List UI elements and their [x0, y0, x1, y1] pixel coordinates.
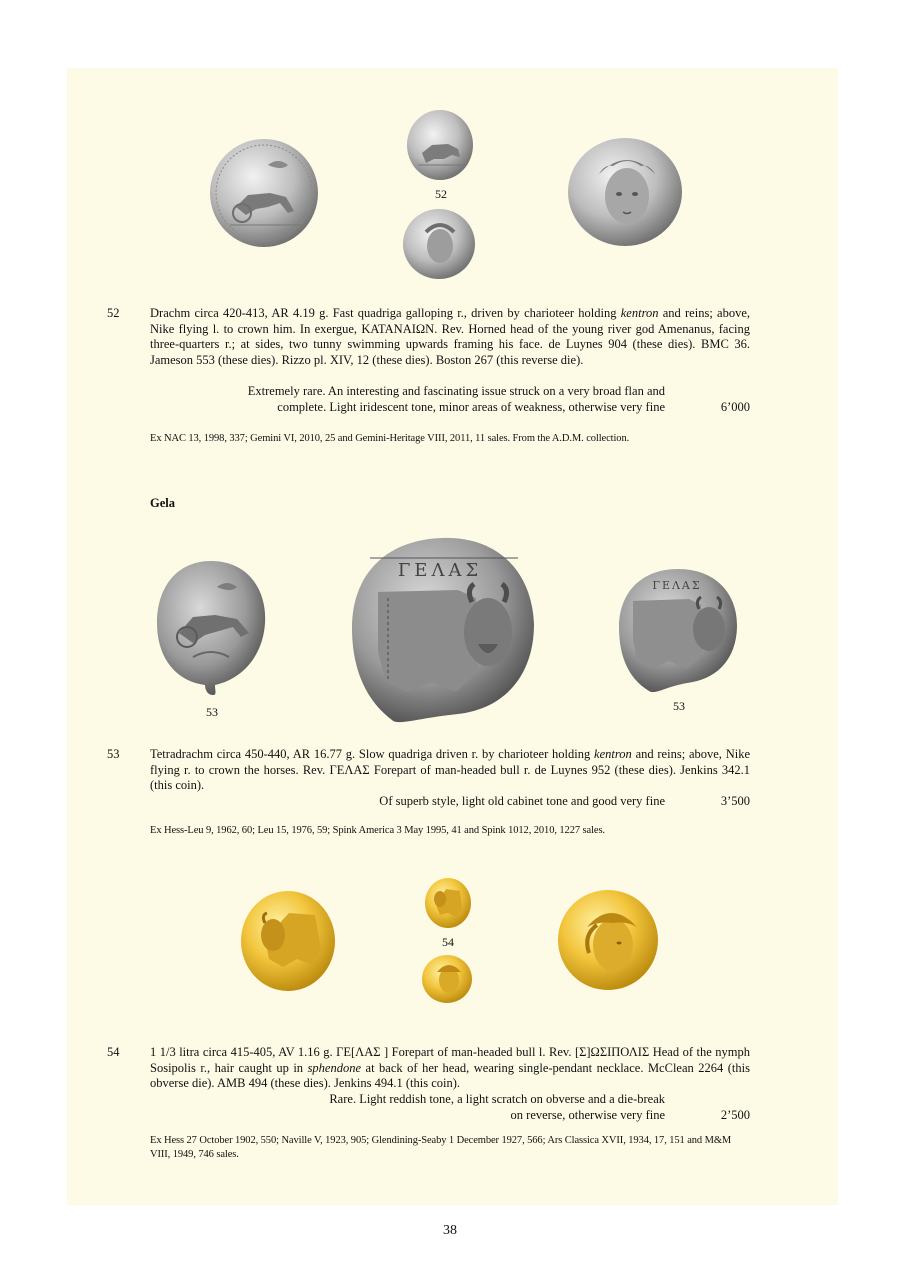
lot-52-provenance: Ex NAC 13, 1998, 337; Gemini VI, 2010, 25 and Gemini-Heritage VIII, 2011, 11 sales. From the A.D.M. collection. [150, 433, 630, 444]
lot-53-image-label-left: 53 [206, 705, 218, 719]
lot-53-number: 53 [107, 747, 120, 761]
lot-53-description [150, 747, 750, 794]
condition-line: Extremely rare. An interesting and fascinating issue struck on a very broad flan and [247, 384, 665, 398]
page-number: 38 [443, 1223, 457, 1238]
description-text-run: kentron [594, 747, 632, 761]
lot-52-number: 52 [107, 306, 120, 320]
coin-54-obverse [424, 877, 472, 929]
description-text-run: sphendone [307, 1060, 362, 1075]
lot-52-price: 6’000 [720, 400, 750, 414]
condition-line: Of superb style, light old cabinet tone and good very fine [379, 794, 665, 808]
description-text-run: and reins; above, Nike flying r. to crown the horses. Rev. ΓΕΛΑΣ Forepart of man-headed bull r. de Luynes 952 (these dies). Jenkins 342.1 (this coin). [150, 747, 751, 793]
description-text-run: kentron [620, 306, 659, 320]
coin-53-reverse-enlarged [348, 532, 536, 726]
description-text-run: at back of her head, wearing single-pendant necklace. McClean 2264 (this obverse die). AMB 494 (these dies). Jenkins 494.1 (this coin). [150, 1060, 750, 1091]
lot-53-price: 3’500 [720, 794, 750, 808]
condition-line: complete. Light iridescent tone, minor areas of weakness, otherwise very fine [277, 399, 665, 414]
lot-54-image-label: 54 [442, 935, 454, 949]
coin-53-legend-small: ΓΕΛΑΣ [652, 579, 702, 592]
lot-53-condition [150, 794, 665, 810]
coin-52-obverse [406, 109, 474, 181]
lot-52-image-label: 52 [435, 187, 447, 201]
description-text-run: and reins; above, Nike flying l. to crown him. In exergue, ΚΑΤΑΝΑΙΩΝ. Rev. Horned head of the young river god Amenanus, facing three-quarters r.; at sides, two tunny swimming upwards framing his face. de Luynes 904 (these dies). BMC 36. Jameson 553 (these dies). Rizzo pl. XIV, 12 (these dies). Boston 267 (this reverse die). [150, 306, 751, 367]
lot-54-condition [150, 1092, 665, 1123]
lot-54-provenance: Ex Hess 27 October 1902, 550; Naville V, 1923, 905; Glendining-Seaby 1 December 1927, 566; Ars Classica XVII, 1934, 17, 151 and M&M VIII, 1949, 746 sales. [150, 1135, 732, 1160]
coin-53-reverse [615, 565, 741, 695]
condition-line: on reverse, otherwise very fine [510, 1107, 665, 1122]
coin-54-obverse-enlarged [239, 889, 337, 993]
lot-53-provenance: Ex Hess-Leu 9, 1962, 60; Leu 15, 1976, 59; Spink America 3 May 1995, 41 and Spink 1012, 2010, 1227 sales. [150, 825, 605, 836]
coin-53-obverse [153, 557, 269, 697]
coin-54-reverse [421, 954, 473, 1004]
description-text-run: Tetradrachm circa 450-440, AR 16.77 g. Slow quadriga driven r. by charioteer holding [150, 747, 595, 761]
lot-54-number: 54 [107, 1045, 120, 1059]
coin-52-reverse [402, 208, 476, 280]
coin-52-reverse-enlarged [567, 136, 683, 248]
lot-52-description [150, 306, 750, 368]
coin-52-obverse-enlarged [208, 137, 320, 249]
lot-54-description [150, 1045, 750, 1092]
lot-53-image-label-right: 53 [673, 699, 685, 713]
section-heading-gela: Gela [150, 496, 175, 510]
description-text-run: 1 1/3 litra circa 415-405, AV 1.16 g. ΓΕ[ΛΑΣ ] Forepart of man-headed bull l. Rev. [Σ]ΩΣΙΠΟΛΙΣ Head of the nymph Sosipolis r., hair caught up in [150, 1045, 750, 1075]
description-text-run: Drachm circa 420-413, AR 4.19 g. Fast quadriga galloping r., driven by charioteer holding [150, 306, 621, 320]
coin-54-reverse-enlarged [557, 889, 659, 991]
lot-52-condition [150, 384, 665, 415]
lot-54-price: 2’500 [720, 1108, 750, 1122]
coin-53-legend-large: ΓΕΛΑΣ [397, 560, 483, 581]
condition-line: Rare. Light reddish tone, a light scratch on obverse and a die-break [329, 1092, 665, 1106]
